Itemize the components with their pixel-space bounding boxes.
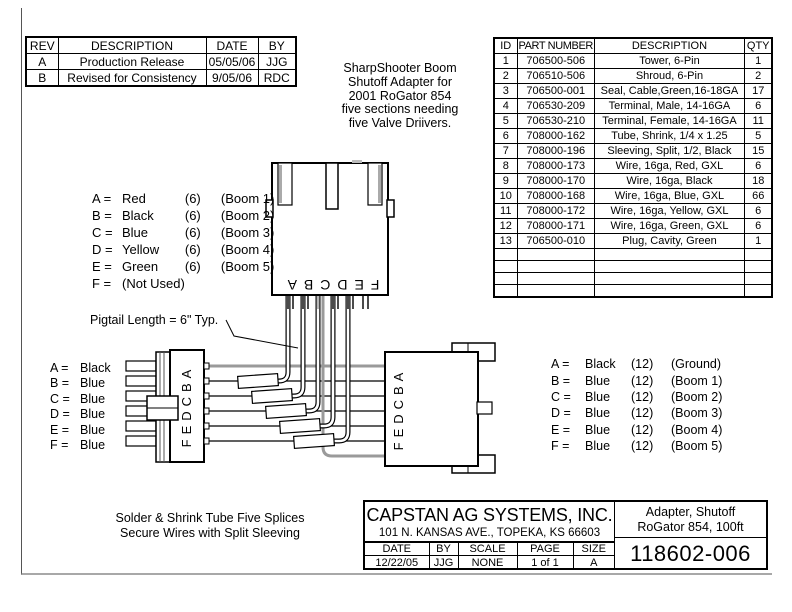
title-block — [363, 500, 768, 570]
date-header: DATE — [206, 37, 258, 54]
page-value: 1 of 1 — [517, 556, 573, 570]
legend-line — [92, 190, 301, 207]
cell: 708000-173 — [517, 159, 594, 174]
legend-line — [92, 224, 301, 241]
cell: 706500-506 — [517, 54, 594, 69]
empty-row — [494, 285, 772, 298]
cell: 7 — [494, 144, 517, 159]
empty-row — [494, 249, 772, 261]
cell: (Boom 2) — [671, 389, 723, 404]
description-header: DESCRIPTION — [594, 38, 744, 54]
top-connector-pin-labels: FEDCBA — [280, 277, 380, 293]
cell: (Ground) — [671, 357, 722, 372]
right-connector-pin-labels: FEDCBA — [391, 367, 406, 451]
cell: 708000-196 — [517, 144, 594, 159]
scale-header: SCALE — [458, 543, 517, 556]
legend-line — [92, 241, 301, 258]
cell: 706510-506 — [517, 69, 594, 84]
cell: 708000-162 — [517, 129, 594, 144]
cell: Tube, Shrink, 1/4 x 1.25 — [594, 129, 744, 144]
right-plug-connector — [385, 343, 495, 473]
title-block-right — [615, 502, 766, 568]
cell: D = — [551, 406, 571, 421]
page-header: PAGE — [517, 543, 573, 556]
cell: Tower, 6-Pin — [594, 54, 744, 69]
cell: A — [26, 54, 58, 70]
cell: (Boom 4) — [220, 242, 275, 257]
cell: (Boom 1) — [220, 191, 275, 206]
cell: 708000-171 — [517, 219, 594, 234]
cell: 1 — [494, 54, 517, 69]
cell — [494, 249, 517, 261]
cell: 5 — [494, 114, 517, 129]
revision-header-row — [26, 37, 296, 54]
cell: Blue — [585, 422, 611, 437]
empty-row — [494, 273, 772, 285]
cell — [494, 273, 517, 285]
part-row — [494, 219, 772, 234]
company-name: CAPSTAN AG SYSTEMS, INC. — [366, 505, 613, 525]
cell: 1 — [744, 234, 772, 249]
cell — [744, 285, 772, 298]
cell — [494, 261, 517, 273]
rev-header: REV — [26, 37, 58, 54]
empty-row — [494, 261, 772, 273]
part-title-line: Adapter, Shutoff — [645, 505, 736, 519]
cell: 9/05/06 — [206, 70, 258, 87]
cell: Wire, 16ga, Green, GXL — [594, 219, 744, 234]
part-row — [494, 189, 772, 204]
cell: Blue — [80, 422, 106, 437]
cell: F = — [551, 439, 570, 454]
cell: 10 — [494, 189, 517, 204]
part-row — [494, 234, 772, 249]
cell: 5 — [744, 129, 772, 144]
part-title-cell — [615, 502, 766, 538]
note-line: SharpShooter Boom — [343, 61, 457, 75]
cell: Blue — [122, 225, 149, 240]
cell: A = — [50, 360, 69, 375]
cell: Plug, Cavity, Green — [594, 234, 744, 249]
legend-line — [92, 207, 301, 224]
part-number-header: PART NUMBER — [518, 40, 593, 52]
cell: Blue — [80, 407, 106, 422]
size-value: A — [573, 556, 614, 570]
cell: A = — [92, 191, 112, 206]
cell — [744, 261, 772, 273]
cell: E = — [92, 259, 112, 274]
cell: B = — [92, 208, 112, 223]
cell: 2 — [494, 69, 517, 84]
cell: 66 — [744, 189, 772, 204]
cell: 15 — [744, 144, 772, 159]
cell: (6) — [184, 191, 201, 206]
assembly-instructions-note — [95, 511, 325, 541]
cell: Shroud, 6-Pin — [594, 69, 744, 84]
cell: 6 — [744, 204, 772, 219]
cell — [594, 273, 744, 285]
cell: 12 — [494, 219, 517, 234]
revision-table — [25, 36, 297, 87]
cell: Black — [80, 360, 111, 375]
cell: B — [26, 70, 58, 87]
cell: Terminal, Male, 14-16GA — [594, 99, 744, 114]
note-line: five Valve Driivers. — [348, 116, 452, 131]
cell: (6) — [184, 225, 201, 240]
legend-line — [551, 372, 747, 388]
cell: B = — [551, 373, 571, 388]
cell: (12) — [631, 373, 654, 388]
cell: D = — [50, 407, 70, 422]
cell: A = — [551, 357, 570, 372]
cell: Sleeving, Split, 1/2, Black — [594, 144, 744, 159]
part-row — [494, 54, 772, 69]
cell: Seal, Cable,Green,16-18GA — [594, 84, 744, 99]
cell — [744, 249, 772, 261]
cell: (Boom 3) — [671, 406, 723, 421]
scale-value: NONE — [458, 556, 517, 570]
meta-value-row — [365, 556, 614, 570]
part-row — [494, 159, 772, 174]
cell: 6 — [744, 219, 772, 234]
legend-line — [50, 376, 140, 392]
cell: 708000-172 — [517, 204, 594, 219]
legend-line — [50, 422, 140, 438]
cell: F = — [50, 438, 69, 453]
cell: Terminal, Female, 14-16GA — [594, 114, 744, 129]
id-header: ID — [494, 38, 517, 54]
cell: (Boom 5) — [671, 439, 723, 454]
meta-header-row — [365, 543, 614, 556]
cell: 13 — [494, 234, 517, 249]
qty-header: QTY — [744, 38, 772, 54]
part-row — [494, 69, 772, 84]
note-line: Shutoff Adapter for — [347, 74, 452, 89]
cell: C = — [551, 389, 571, 404]
legend-line — [551, 422, 747, 438]
cell: Blue — [585, 389, 611, 404]
description-header: DESCRIPTION — [58, 37, 206, 54]
cell: Wire, 16ga, Red, GXL — [594, 159, 744, 174]
cell: 706530-209 — [517, 99, 594, 114]
by-header: BY — [429, 543, 458, 556]
cell: 6 — [494, 129, 517, 144]
cell: (Boom 2) — [220, 208, 275, 223]
cell — [185, 275, 221, 292]
cell: 3 — [494, 84, 517, 99]
legend-line — [92, 275, 301, 292]
legend-line — [551, 356, 747, 372]
cell — [517, 285, 594, 298]
cell: Wire, 16ga, Black — [594, 174, 744, 189]
cell — [594, 261, 744, 273]
cell: Production Release — [58, 54, 206, 70]
legend-line — [92, 258, 301, 275]
cell: 9 — [494, 174, 517, 189]
part-row — [494, 204, 772, 219]
right-connector-wire-legend — [551, 356, 747, 454]
note-line: five sections needing — [341, 102, 459, 117]
legend-line — [50, 407, 140, 423]
cell: 8 — [494, 159, 517, 174]
cell: Wire, 16ga, Blue, GXL — [594, 189, 744, 204]
cell: (Not Used) — [122, 276, 185, 291]
cell: (6) — [184, 208, 201, 223]
part-row — [494, 84, 772, 99]
left-connector-pin-labels: FEDCBA — [179, 364, 194, 448]
title-block-left — [365, 502, 615, 568]
parts-table — [493, 37, 773, 298]
cell: C = — [92, 225, 113, 240]
revision-row — [26, 70, 296, 87]
cell: E = — [551, 422, 571, 437]
part-row — [494, 174, 772, 189]
part-title-line: RoGator 854, 100ft — [637, 520, 744, 534]
company-address: 101 N. KANSAS AVE., TOPEKA, KS 66603 — [378, 527, 601, 539]
revision-row — [26, 54, 296, 70]
cell: Blue — [80, 376, 106, 391]
cell: Blue — [585, 439, 611, 454]
cell: (Boom 4) — [671, 422, 723, 437]
part-row — [494, 129, 772, 144]
by-value: JJG — [429, 556, 458, 570]
cell — [744, 273, 772, 285]
part-row — [494, 144, 772, 159]
cell: (Boom 5) — [220, 259, 275, 274]
legend-line — [50, 391, 140, 407]
cell — [594, 249, 744, 261]
legend-line — [50, 438, 140, 454]
cell — [517, 261, 594, 273]
cell: Blue — [80, 438, 106, 453]
drawing-description-note — [310, 62, 490, 131]
cell — [517, 249, 594, 261]
cell: Blue — [585, 373, 611, 388]
cell: Green — [122, 259, 159, 274]
cell: Black — [585, 357, 616, 372]
left-connector-wire-legend — [50, 360, 140, 453]
cell: (6) — [184, 259, 201, 274]
cell: 11 — [744, 114, 772, 129]
cell: 706530-210 — [517, 114, 594, 129]
cell: Blue — [585, 406, 611, 421]
cell: 17 — [744, 84, 772, 99]
top-connector-pins — [288, 296, 368, 309]
cell: Black — [122, 208, 154, 223]
cell: RDC — [258, 70, 296, 87]
legend-line — [50, 360, 140, 376]
date-header: DATE — [365, 543, 429, 556]
legend-line — [551, 389, 747, 405]
cell: 706500-001 — [517, 84, 594, 99]
top-connector-wire-legend — [92, 190, 301, 292]
cell: (Boom 1) — [671, 373, 723, 388]
pigtail-length-note: Pigtail Length = 6" Typ. — [90, 313, 219, 327]
cell: F = — [92, 276, 112, 291]
drawing-meta-table — [365, 542, 614, 568]
part-row — [494, 114, 772, 129]
cell: D = — [92, 242, 113, 257]
cell: 708000-168 — [517, 189, 594, 204]
cell — [494, 285, 517, 298]
cell: (12) — [631, 422, 654, 437]
part-row — [494, 99, 772, 114]
cell: (Boom 3) — [220, 225, 275, 240]
assembly-note-line: Solder & Shrink Tube Five Splices — [115, 511, 305, 525]
cell: Wire, 16ga, Yellow, GXL — [594, 204, 744, 219]
cell — [594, 285, 744, 298]
by-header: BY — [258, 37, 296, 54]
cell: 18 — [744, 174, 772, 189]
parts-header-row — [494, 38, 772, 54]
cell: (12) — [631, 439, 654, 454]
cell: C = — [50, 391, 70, 406]
note-line: 2001 RoGator 854 — [348, 88, 452, 103]
size-header: SIZE — [573, 543, 614, 556]
cell: (12) — [631, 406, 654, 421]
cell: 6 — [744, 159, 772, 174]
cell: B = — [50, 376, 70, 391]
company-cell — [365, 502, 614, 542]
cell: Red — [122, 191, 146, 206]
cell: 11 — [494, 204, 517, 219]
cell: 6 — [744, 99, 772, 114]
assembly-note-line: Secure Wires with Split Sleeving — [120, 526, 300, 540]
cell: 708000-170 — [517, 174, 594, 189]
cell: (12) — [631, 389, 654, 404]
cell: 05/05/06 — [206, 54, 258, 70]
cell — [221, 275, 301, 292]
cell: E = — [50, 422, 70, 437]
cell: Revised for Consistency — [58, 70, 206, 87]
cell: (12) — [631, 357, 654, 372]
drawing-number: 118602-006 — [630, 541, 751, 566]
cell: JJG — [258, 54, 296, 70]
date-value: 12/22/05 — [365, 556, 429, 570]
cell: Blue — [80, 391, 106, 406]
cell: (6) — [184, 242, 201, 257]
cell: Yellow — [122, 242, 160, 257]
legend-line — [551, 405, 747, 421]
cell: 706500-010 — [517, 234, 594, 249]
cell: 1 — [744, 54, 772, 69]
cell: 2 — [744, 69, 772, 84]
cell — [517, 273, 594, 285]
cell: 4 — [494, 99, 517, 114]
legend-line — [551, 438, 747, 454]
